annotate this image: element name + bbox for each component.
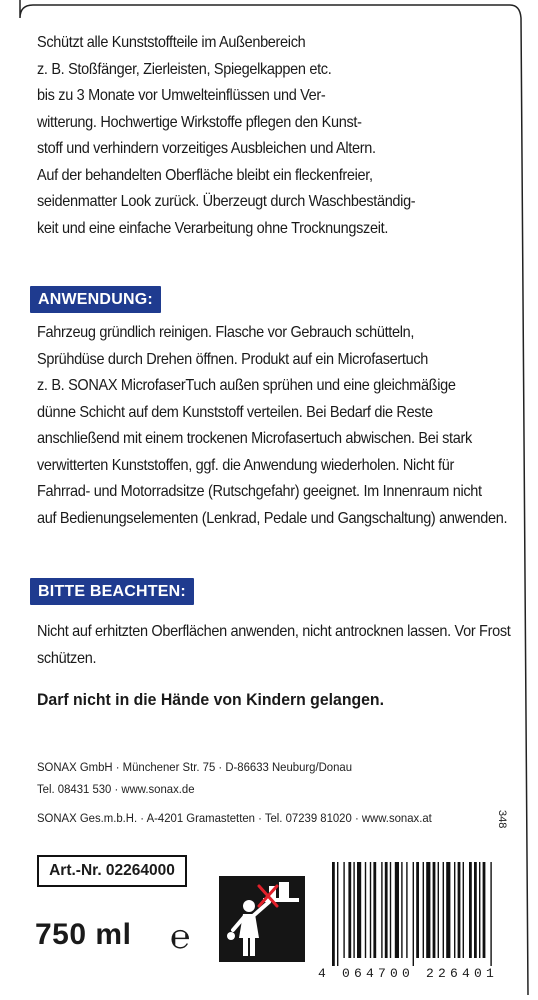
volume: 750 ml [35, 918, 132, 951]
usage-line: z. B. SONAX MicrofaserTuch außen sprühen und eine gleichmäßige [37, 377, 456, 394]
notice-heading: BITTE BEACHTEN: [30, 578, 194, 605]
barcode [320, 860, 520, 980]
intro-line: bis zu 3 Monate vor Umwelteinflüssen und Ver- [37, 87, 326, 104]
address-line-1: SONAX GmbH · Münchener Str. 75 · D-86633 Neuburg/Donau [37, 760, 352, 774]
child-warning: Darf nicht in die Hände von Kindern gelangen. [37, 690, 384, 709]
usage-heading: ANWENDUNG: [30, 286, 161, 313]
usage-line: Fahrzeug gründlich reinigen. Flasche vor Gebrauch schütteln, [37, 324, 415, 341]
notice-line: schützen. [37, 649, 97, 667]
notice-line: Nicht auf erhitzten Oberflächen anwenden, nicht antrocknen lassen. Vor Frost [37, 623, 511, 640]
side-code: 348 [496, 810, 508, 829]
intro-line: z. B. Stoßfänger, Zierleisten, Spiegelkappen etc. [37, 60, 332, 78]
usage-line: verwitterten Kunststoffen, ggf. die Anwendung wiederholen. Nicht für [37, 456, 454, 474]
usage-line: Fahrrad- und Motorradsitze (Rutschgefahr) geeignet. Im Innenraum nicht [37, 483, 482, 500]
article-number: Art.-Nr. 02264000 [37, 855, 187, 887]
keep-away-from-children-icon [219, 876, 305, 962]
intro-line: keit und eine einfache Verarbeitung ohne Trocknungszeit. [37, 219, 389, 237]
usage-line: Sprühdüse durch Drehen öffnen. Produkt auf ein Microfasertuch [37, 350, 429, 368]
intro-line: stoff und verhindern vorzeitiges Ausbleichen und Altern. [37, 140, 376, 157]
intro-line: Schützt alle Kunststoffteile im Außenbereich [37, 34, 306, 51]
barcode-number: 4 064700 226401 [318, 966, 499, 981]
usage-line: dünne Schicht auf dem Kunststoff verteilen. Bei Bedarf die Reste [37, 403, 433, 421]
usage-text [37, 320, 508, 532]
notice-text [37, 619, 511, 672]
address-line-2: Tel. 08431 530 · www.sonax.de [37, 782, 195, 796]
intro-line: witterung. Hochwertige Wirkstoffe pflegen den Kunst- [37, 113, 362, 131]
intro-line: Auf der behandelten Oberfläche bleibt ein fleckenfreier, [37, 166, 373, 184]
intro-text [37, 30, 469, 242]
usage-line: anschließend mit einem trockenen Microfasertuch abwischen. Bei stark [37, 430, 472, 447]
estimated-sign-icon: ℮ [170, 917, 191, 957]
usage-line: auf Bedienungselementen (Lenkrad, Pedale und Gangschaltung) anwenden. [37, 509, 508, 527]
address-line-3: SONAX Ges.m.b.H. · A-4201 Gramastetten · Tel. 07239 81020 · www.sonax.at [37, 811, 432, 825]
intro-line: seidenmatter Look zurück. Überzeugt durch Waschbeständig- [37, 193, 416, 210]
